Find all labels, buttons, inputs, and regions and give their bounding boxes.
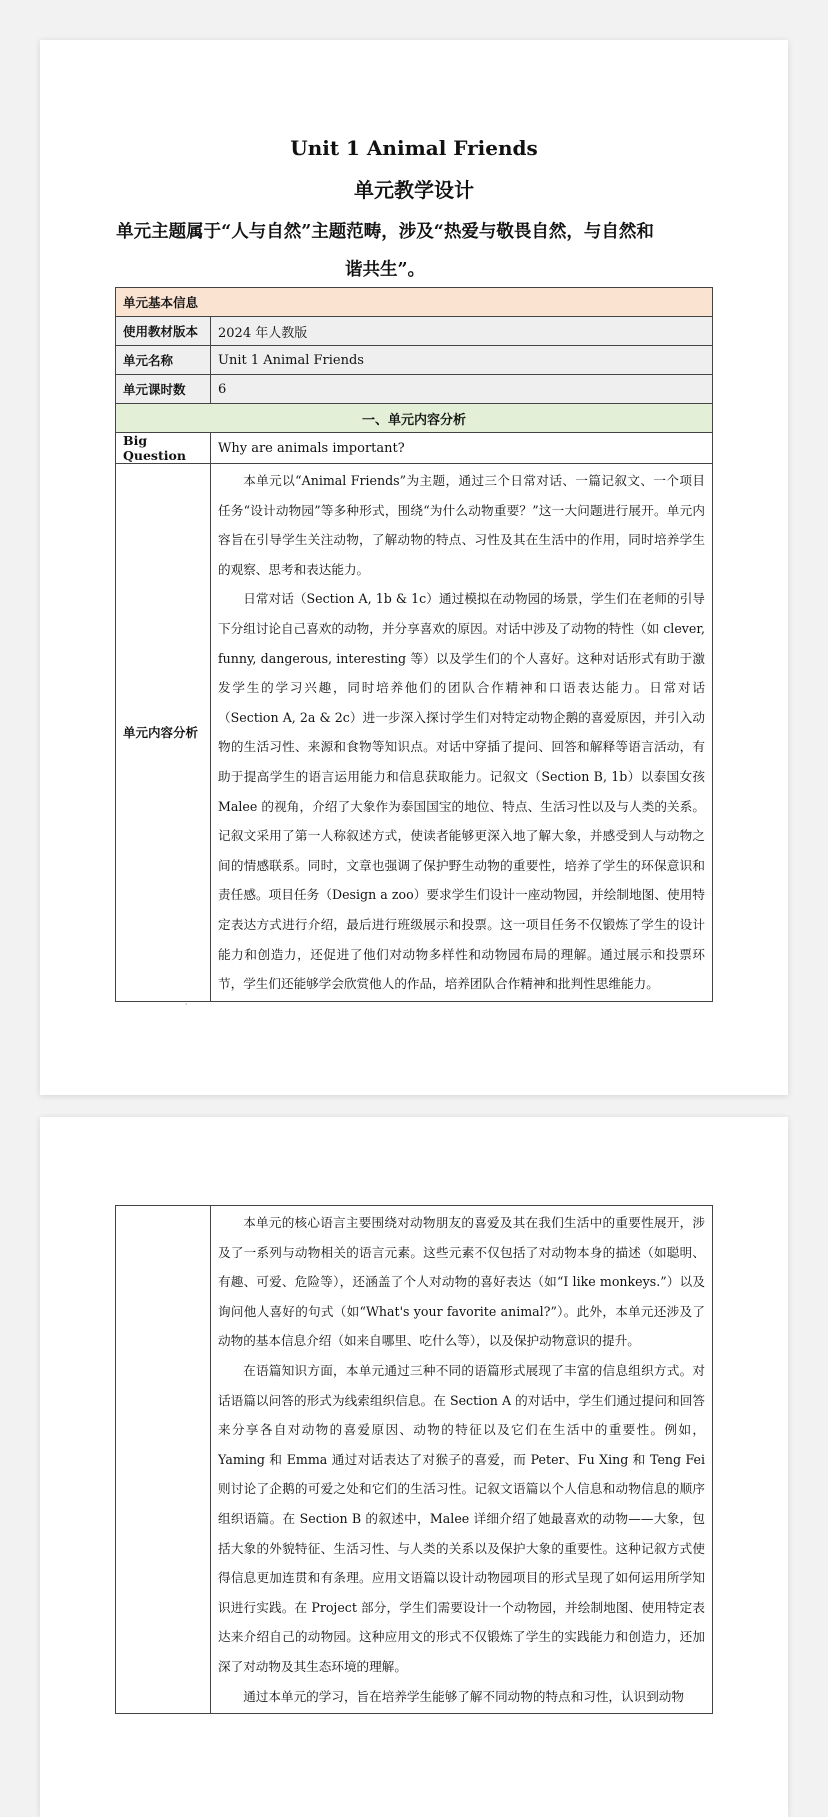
content-analysis-label: 单元内容分析 (116, 464, 211, 1002)
analysis-header: 一、单元内容分析 (116, 404, 713, 433)
document-title-en: Unit 1 Animal Friends (290, 136, 538, 160)
corner-mark: ' (185, 1002, 188, 1011)
unit-name-row (116, 346, 713, 375)
document-subtitle: 单元主题属于“人与自然”主题范畴，涉及“热爱与敬畏自然，与自然和谐共生”。 (116, 222, 654, 280)
content-paragraph: 通过本单元的学习，旨在培养学生能够了解不同动物的特点和习性，认识到动物 (243, 1688, 684, 1704)
content-paragraph: 日常对话（Section A, 1b & 1c）通过模拟在动物园的场景，学生们在老师的引导下分组讨论自己喜欢的动物，并分享喜欢的原因。对话中涉及了动物的特性（如 clever, funny, dangerous, interesting 等）以及学生们的个人喜好。这种对话形式有助于激发学生的学习兴趣，同时培养他们的团队合作精神和口语表达能力。日常对话（Section A, 2a & 2c）进一步深入探讨学生们对特定动物企鹅的喜爱原因，并引入动物的生活习性、来源和食物等知识点。对话中穿插了提问、回答和解释等语言活动，有助于提高学生的语言运用能力和信息获取能力。记叙文（Section B, 1b）以泰国女孩 Malee 的视角，介绍了大象作为泰国国宝的地位、特点、生活习性以及与人类的关系。记叙文采用了第一人称叙述方式，使读者能够更深入地了解大象，并感受到人与动物之间的情感联系。同时，文章也强调了保护野生动物的重要性，培养了学生的环保意识和责任感。项目任务（Design a zoo）要求学生们设计一座动物园，并绘制地图、使用特定表达方式进行介绍，最后进行班级展示和投票。这一项目任务不仅锻炼了学生的设计能力和创造力，还促进了他们对动物多样性和动物园布局的理解。通过展示和投票环节，学生们还能够学会欣赏他人的作品，培养团队合作精神和批判性思维能力。 (218, 591, 705, 992)
content-analysis-label-empty (116, 1206, 211, 1714)
unit-name-value: Unit 1 Animal Friends (211, 346, 713, 375)
analysis-header-row (116, 404, 713, 433)
basic-info-header-row (116, 288, 713, 317)
content-paragraph: 在语篇知识方面，本单元通过三种不同的语篇形式展现了丰富的信息组织方式。对话语篇以问答的形式为线索组织信息。在 Section A 的对话中，学生们通过提问和回答来分享各自对动物的喜爱原因、动物的特征以及它们在生活中的重要性。例如，Yaming 和 Emma 通过对话表达了对猴子的喜爱，而 Peter、Fu Xing 和 Teng Fei 则讨论了企鹅的可爱之处和它们的生活习性。记叙文语篇以个人信息和动物信息的顺序组织语篇。在 Section B 的叙述中，Malee 详细介绍了她最喜欢的动物——大象，包括大象的外貌特征、生活习性、与人类的关系以及保护大象的重要性。这种记叙方式使得信息更加连贯和有条理。应用文语篇以设计动物园项目的形式呈现了如何运用所学知识进行实践。在 Project 部分，学生们需要设计一个动物园，并绘制地图、使用特定表达来介绍自己的动物园。这种应用文的形式不仅锻炼了学生的实践能力和创造力，还加深了对动物及其生态环境的理解。 (218, 1362, 705, 1674)
textbook-value: 2024 年人教版 (211, 317, 713, 346)
unit-info-table (115, 287, 713, 1002)
content-analysis-row-continued (116, 1206, 713, 1714)
content-analysis-row (116, 464, 713, 1002)
big-question-value: Why are animals important? (211, 433, 713, 464)
lessons-row (116, 375, 713, 404)
basic-info-header: 单元基本信息 (116, 288, 713, 317)
content-paragraph: 本单元的核心语言主要围绕对动物朋友的喜爱及其在我们生活中的重要性展开，涉及了一系列与动物相关的语言元素。这些元素不仅包括了对动物本身的描述（如聪明、有趣、可爱、危险等），还涵盖了个人对动物的喜好表达（如“I like monkeys.”）以及询问他人喜好的句式（如“What's your favorite animal?”）。此外，本单元还涉及了动物的基本信息介绍（如来自哪里、吃什么等），以及保护动物意识的提升。 (218, 1215, 705, 1349)
document-title-cn: 单元教学设计 (354, 178, 474, 202)
document-page-1 (40, 40, 788, 1095)
textbook-row (116, 317, 713, 346)
textbook-label: 使用教材版本 (116, 317, 211, 346)
unit-info-table-continued (115, 1205, 713, 1714)
content-analysis-body-continued (211, 1206, 713, 1714)
document-page-2 (40, 1117, 788, 1817)
lessons-value: 6 (211, 375, 713, 404)
unit-name-label: 单元名称 (116, 346, 211, 375)
content-paragraph: 本单元以“Animal Friends”为主题，通过三个日常对话、一篇记叙文、一个项目任务“设计动物园”等多种形式，围绕“为什么动物重要？”这一大问题进行展开。单元内容旨在引导学生关注动物，了解动物的特点、习性及其在生活中的作用，同时培养学生的观察、思考和表达能力。 (218, 473, 705, 577)
big-question-label: Big Question (116, 433, 211, 464)
content-analysis-body (211, 464, 713, 1002)
lessons-label: 单元课时数 (116, 375, 211, 404)
big-question-row (116, 433, 713, 464)
